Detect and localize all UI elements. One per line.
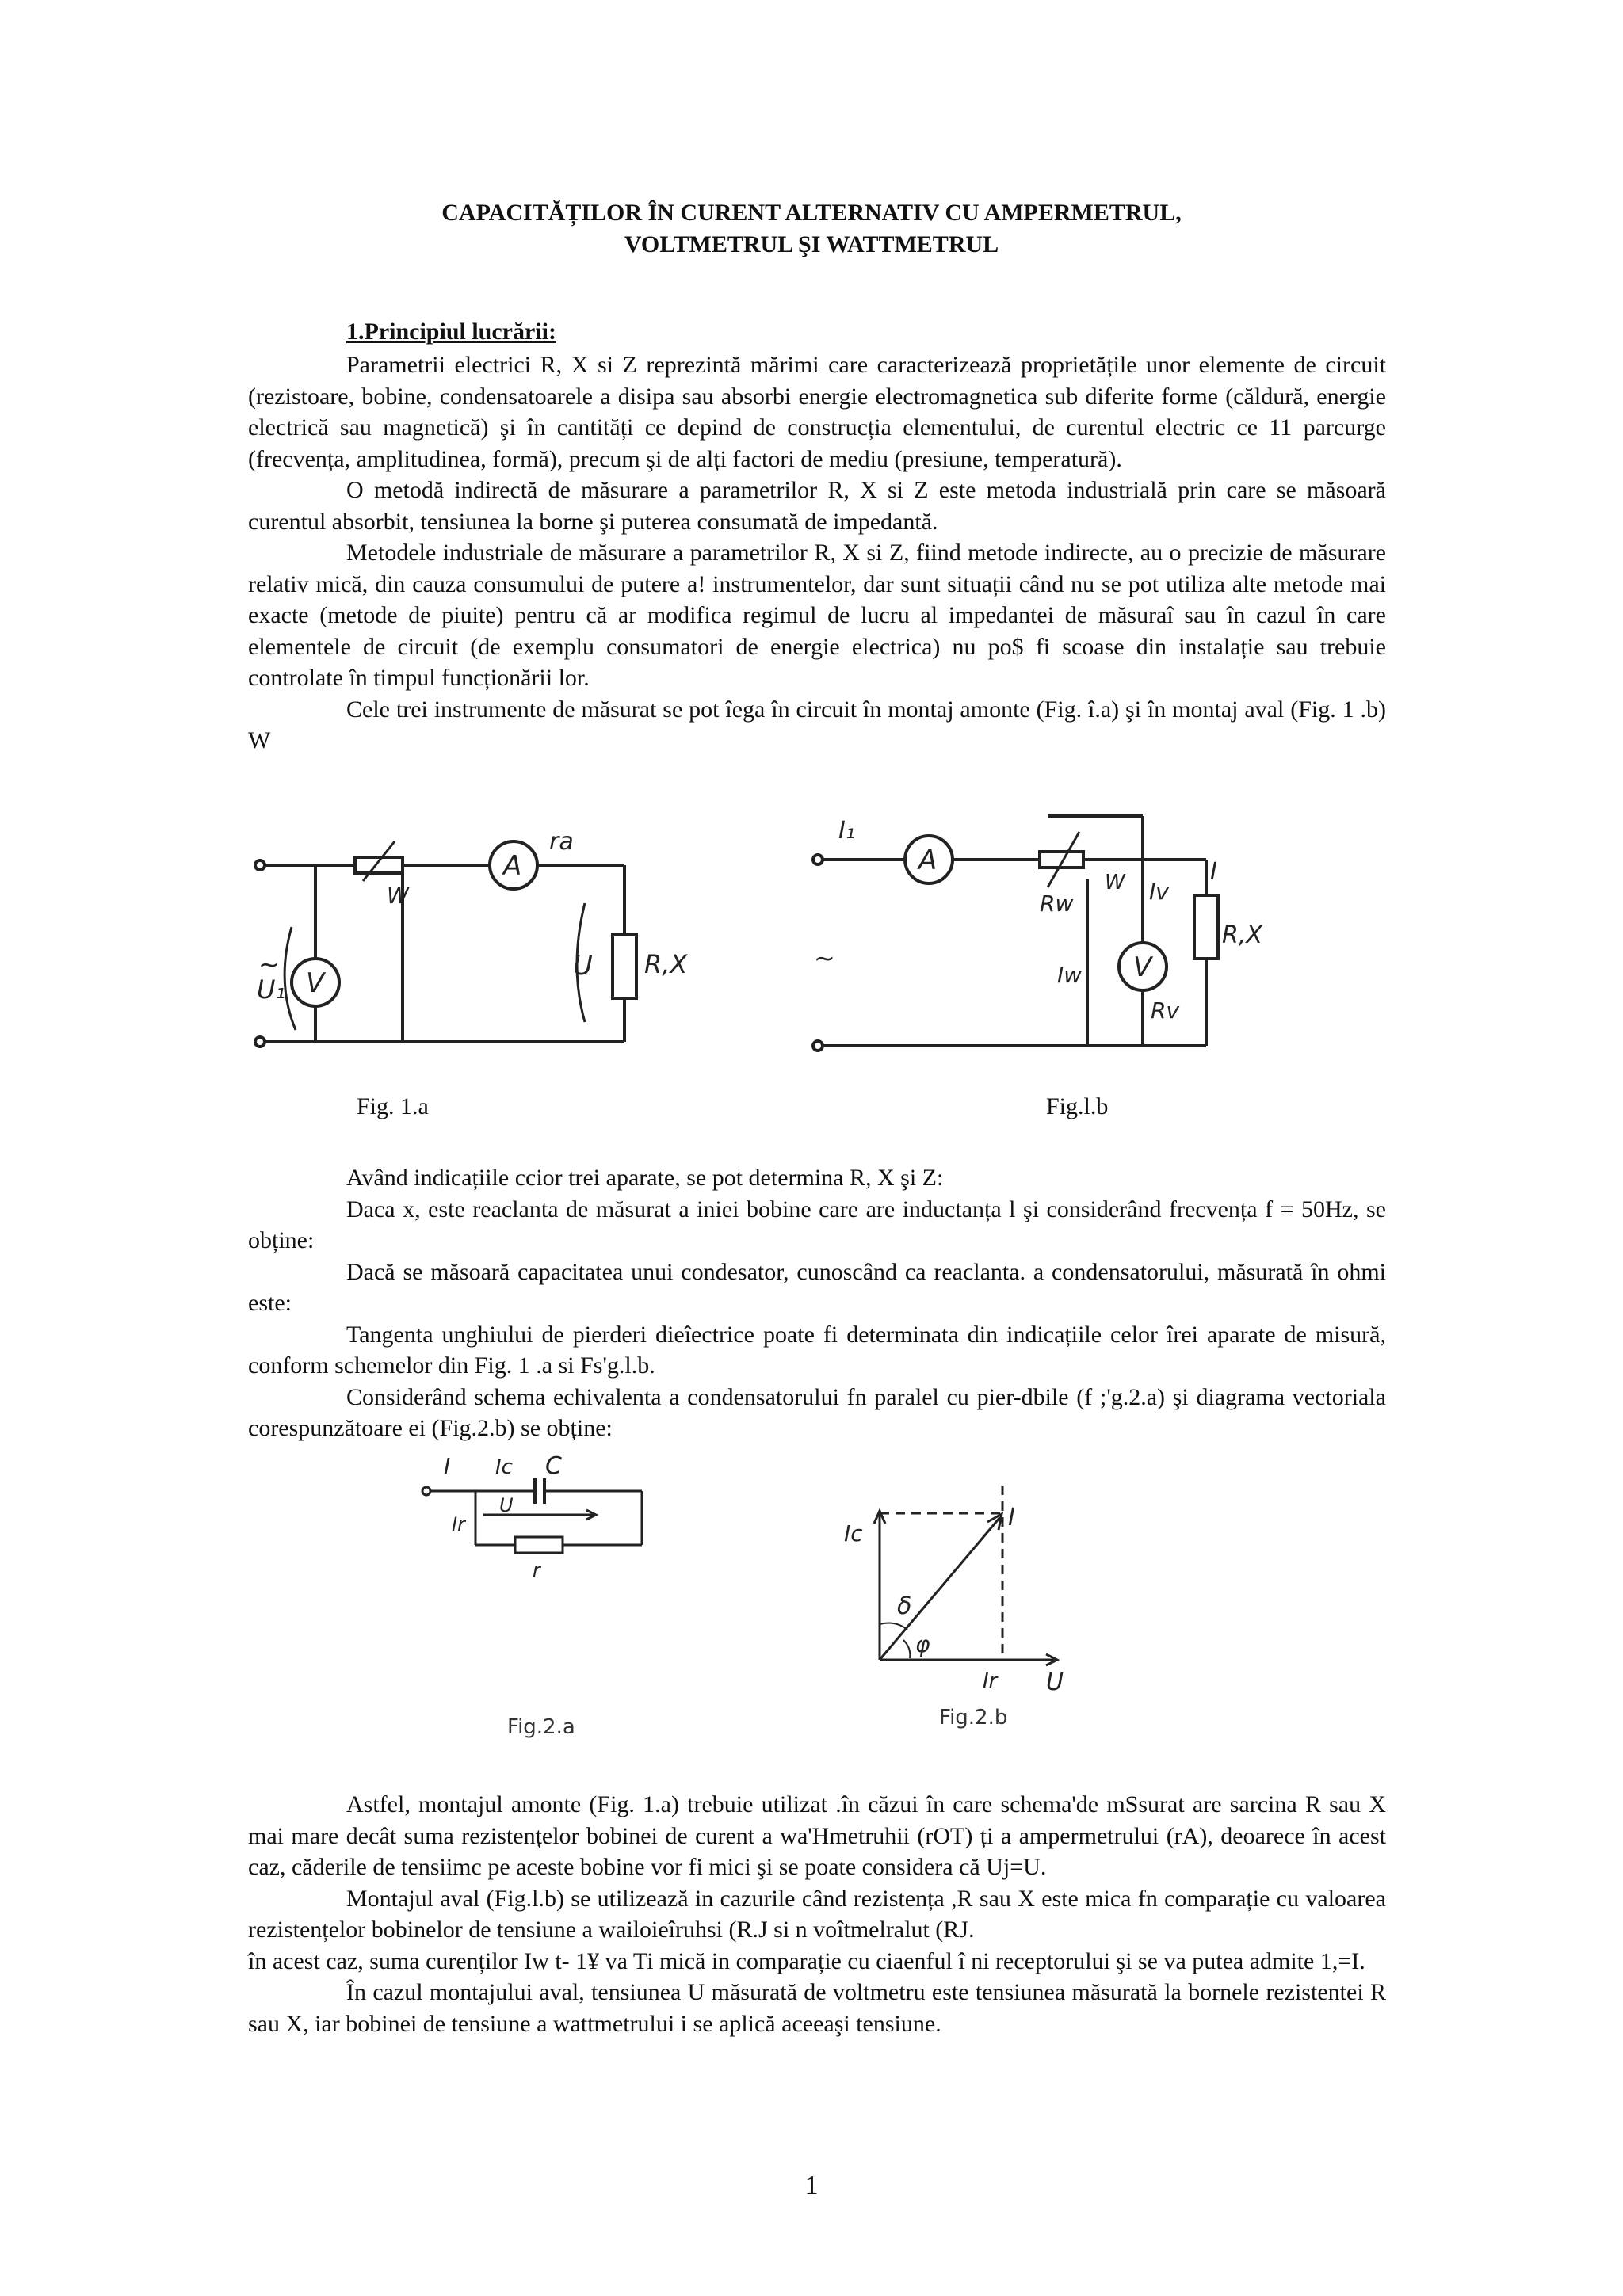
paragraph: Metodele industriale de măsurare a parametrilor R, X si Z, fiind metode indirecte, au o precizie de măsurare relativ mică, din cauza consumului de putere a! instrumentelor, dar sunt situații când nu se pot utiliza alte metode mai exacte (metode de piuite) pentru că ar modifica regimul de lucru al impedantei de măsuraî sau în cazul în care elementele de circuit (de exemplu consumatori de energie electrica) nu po$ fi scoase din instalație sau trebuie controlate în timpul funcționării lor. — [248, 540, 1386, 691]
paragraph: O metodă indirectă de măsurare a parametrilor R, X si Z este metoda industrială prin care se măsoară curentul absorbit, tensiunea la borne şi puterea consumată de impedantă. — [248, 477, 1386, 535]
i-label: I — [444, 1453, 451, 1479]
page-number: 1 — [804, 2171, 819, 2200]
ir-label: Ir — [452, 1513, 465, 1535]
paragraph: Astfel, montajul amonte (Fig. 1.a) trebuie utilizat .în căzui în care schema'de mSsurat are sarcina R sau X mai mare decât suma rezistențelor bobinei de curent a wa'Hmetruhii (rOT) ți a ampermetrului (rA), deoarece în acest caz, căderile de tensiimc pe aceste bobine vor fi mici şi se poate considera că Uj=U. — [248, 1791, 1386, 1880]
iv-label: Iv — [1149, 879, 1169, 905]
u-label: U — [1046, 1669, 1064, 1696]
figure-2a-equivalent-circuit — [420, 1450, 666, 1592]
paragraph: în acest caz, suma curenților Iw t- 1¥ va Ti mică in comparație cu ciaenful î ni receptorului şi se va putea admite 1,=I. — [248, 1947, 1365, 1974]
paragraph: Daca x, este reaclanta de măsurat a iniei bobine care are inductanța l şi considerând frecvența f = 50Hz, se obține: — [248, 1196, 1386, 1253]
section-heading-principiul: 1.Principiul lucrării: — [346, 318, 556, 345]
section1-text — [248, 349, 1386, 757]
paragraph: Montajul aval (Fig.l.b) se utilizează in cazurile când rezistența ,R sau X este mica fn comparație cu valoarea rezistențelor bobinelor de tensiune a wailoieîruhsi (R.J si n voîtmelralut (RJ. — [248, 1885, 1386, 1943]
document-title-line-2: VOLTMETRUL ŞI WATTMETRUL — [624, 231, 999, 257]
iw-label: Iw — [1057, 962, 1083, 988]
figure-1b-caption: Fig.l.b — [1046, 1093, 1109, 1119]
ammeter-label: A — [918, 845, 938, 876]
ic-label: Ic — [495, 1455, 513, 1479]
ir-label: Ir — [983, 1669, 998, 1693]
figure-1a-caption: Fig. 1.a — [357, 1093, 429, 1119]
i-label: I — [1210, 858, 1217, 886]
ic-label: Ic — [844, 1520, 863, 1547]
i1-label: I₁ — [838, 817, 855, 845]
paragraph: În cazul montajului aval, tensiunea U măsurată de voltmetru este tensiunea măsurată la bornele rezistentei R sau X, iar bobinei de tensiune a wattmetrului i se aplică aceeaşi tensiune. — [248, 1979, 1386, 2037]
tilde-label: ~ — [258, 949, 280, 979]
load-label: R,X — [1222, 921, 1262, 949]
figure-2b-caption: Fig.2.b — [939, 1706, 1008, 1730]
tilde-label: ~ — [814, 943, 835, 973]
figure-2b-vector-diagram — [824, 1462, 1109, 1699]
rv-label: Rv — [1151, 997, 1180, 1024]
r-label: r — [533, 1559, 540, 1581]
figure-1a-circuit — [252, 816, 696, 1054]
section3-text — [248, 1789, 1386, 2039]
ra-label: ra — [549, 828, 574, 856]
phi-label: φ — [915, 1631, 930, 1657]
paragraph: Cele trei instrumente de măsurat se pot îega în circuit în montaj amonte (Fig. î.a) şi în montaj aval (Fig. 1 .b) W — [248, 696, 1386, 753]
figure-1b-circuit — [810, 800, 1270, 1062]
paragraph: Tangenta unghiului de pierderi dieîectrice poate fi determinata din indicațiile celor îrei aparate de misură, conform schemelor din Fig. 1 .a si Fs'g.l.b. — [248, 1321, 1386, 1379]
paragraph: Având indicațiile ccior trei aparate, se pot determina R, X şi Z: — [346, 1165, 944, 1191]
load-label: R,X — [644, 949, 688, 979]
wattmeter-label: W — [387, 883, 409, 909]
u1-label: U₁ — [257, 974, 286, 1005]
paragraph: Parametrii electrici R, X si Z reprezintă mărimi care caracterizează proprietățile unor elemente de circuit (rezistoare, bobine, condensatoarele a disipa sau absorbi energie electromagnetica sub diferite forme (căldură, energie electrică sau magnetică) şi în cantități ce depind de construcția elementului, de curentul electric ce 11 parcurge (frecvența, amplitudinea, formă), precum şi de alți factori de mediu (presiune, temperatură). — [248, 352, 1386, 472]
ammeter-label: A — [503, 850, 522, 882]
u-label: U — [499, 1494, 514, 1516]
voltmeter-label: V — [1133, 952, 1152, 983]
document-title-line-1: CAPACITĂȚILOR ÎN CURENT ALTERNATIV CU AMPERMETRUL, — [441, 200, 1182, 226]
wattmeter-label: W — [1105, 871, 1125, 894]
figure-2a-caption: Fig.2.a — [507, 1715, 575, 1739]
paragraph: Considerând schema echivalenta a condensatorului fn paralel cu pier-dbile (f ;'g.2.a) şi diagrama vectoriala corespunzătoare ei (Fig.2.b) se obține: — [248, 1383, 1386, 1441]
voltmeter-label: V — [306, 967, 325, 999]
u-label: U — [573, 950, 593, 982]
c-label: C — [545, 1452, 562, 1480]
section2-text — [248, 1162, 1386, 1444]
i-label: I — [1008, 1504, 1015, 1531]
delta-label: δ — [897, 1592, 912, 1620]
paragraph: Dacă se măsoară capacitatea unui condesator, cunoscând ca reaclanta. a condensatorului, măsurată în ohmi este: — [248, 1258, 1386, 1316]
rw-label: Rw — [1040, 891, 1074, 917]
